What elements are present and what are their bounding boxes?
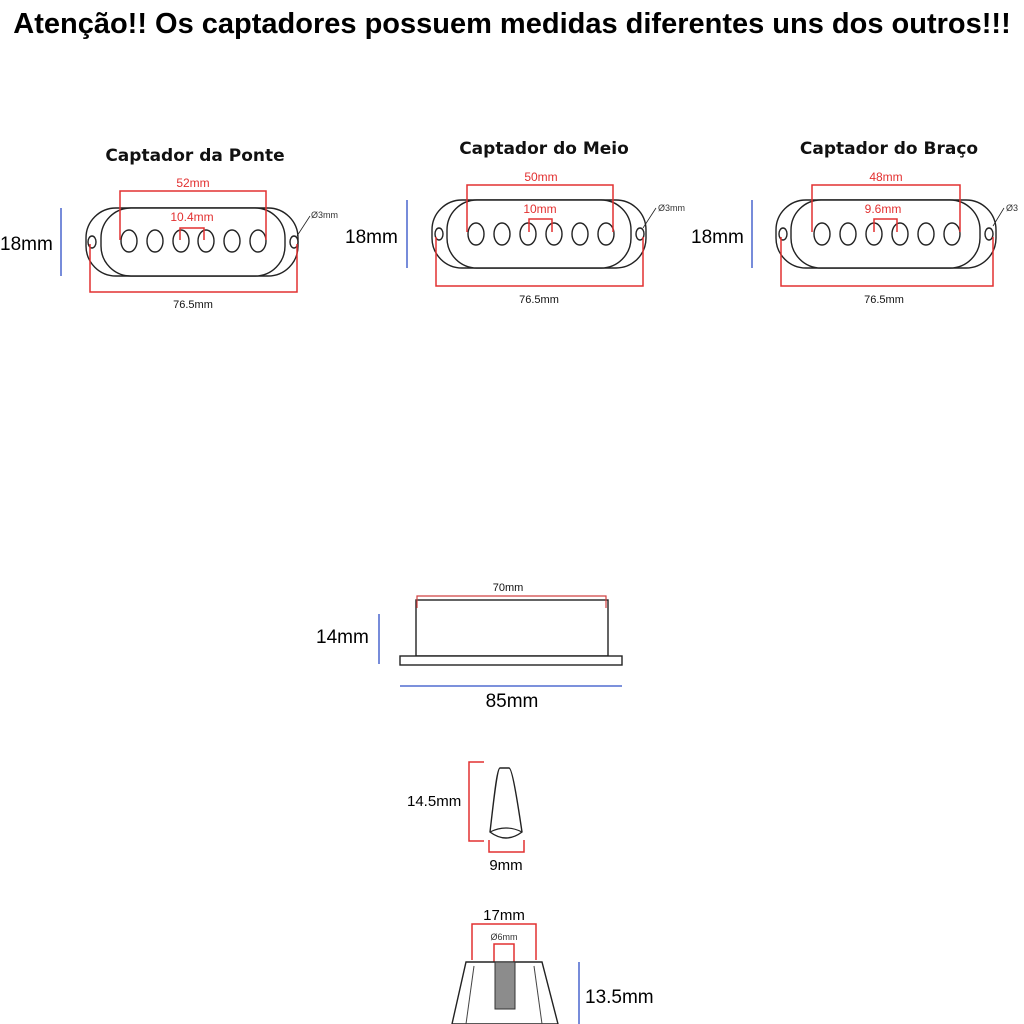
pole-piece	[598, 223, 614, 245]
pole-gap-label: 10mm	[523, 202, 557, 216]
pole-piece	[147, 230, 163, 252]
pole-piece	[468, 223, 484, 245]
pole-piece	[546, 223, 562, 245]
tip-width-bracket	[489, 840, 524, 852]
top-width-label: 70mm	[492, 582, 524, 594]
knob-hole-label: Ø6mm	[490, 932, 518, 942]
base-width-label: 85mm	[485, 691, 539, 712]
pickup-name: Captador do Braço	[799, 139, 979, 159]
height-label: 18mm	[0, 234, 53, 255]
pole-span-label: 48mm	[869, 170, 903, 184]
side-view-base	[400, 656, 622, 665]
pole-gap-label: 10.4mm	[170, 210, 214, 224]
pole-piece	[121, 230, 137, 252]
pole-gap-label: 9.6mm	[864, 202, 902, 216]
pole-piece	[494, 223, 510, 245]
pole-piece	[572, 223, 588, 245]
pole-piece	[198, 230, 214, 252]
length-label: 76.5mm	[519, 294, 559, 306]
hole-label: Ø3	[1006, 203, 1019, 213]
length-label: 76.5mm	[173, 299, 213, 311]
mount-hole-right	[985, 228, 993, 240]
hole-label: Ø3mm	[311, 210, 338, 220]
switch-tip	[407, 762, 524, 874]
pole-piece	[224, 230, 240, 252]
height-label: 18mm	[345, 227, 398, 248]
pickup-neck	[691, 139, 1018, 306]
length-label: 76.5mm	[864, 294, 904, 306]
tip-width-label: 9mm	[489, 857, 523, 874]
page-title: Atenção!! Os captadores possuem medidas diferentes uns dos outros!!!	[13, 8, 1011, 40]
mount-hole-left	[779, 228, 787, 240]
mount-hole-left	[88, 236, 96, 248]
pole-span-label: 52mm	[176, 176, 210, 190]
pole-piece	[173, 230, 189, 252]
tip-height-bracket	[469, 762, 484, 841]
hole-leader	[993, 208, 1004, 226]
pickup-middle	[345, 139, 685, 306]
height-label: 18mm	[691, 227, 744, 248]
knob-width-label: 17mm	[483, 907, 525, 924]
side-view-body	[416, 600, 608, 656]
pickup-name: Captador da Ponte	[105, 146, 285, 166]
pole-piece	[918, 223, 934, 245]
knob	[452, 907, 654, 1024]
pole-piece	[814, 223, 830, 245]
knob-hole-bracket	[494, 944, 514, 962]
knob-width-bracket	[472, 924, 536, 960]
hole-label: Ø3mm	[658, 203, 685, 213]
pickup-side-view	[316, 582, 622, 712]
hole-leader	[297, 216, 310, 236]
pole-piece	[944, 223, 960, 245]
knob-shaft-hole	[495, 962, 515, 1009]
pickup-name: Captador do Meio	[459, 139, 629, 159]
pole-piece	[892, 223, 908, 245]
height-label: 14mm	[316, 627, 369, 648]
hole-leader	[643, 208, 656, 228]
tip-height-label: 14.5mm	[407, 793, 462, 810]
pole-piece	[840, 223, 856, 245]
pole-piece	[520, 223, 536, 245]
pickup-bridge	[0, 146, 338, 311]
pole-span-label: 50mm	[524, 170, 558, 184]
knob-height-label: 13.5mm	[585, 987, 654, 1008]
pole-piece	[250, 230, 266, 252]
